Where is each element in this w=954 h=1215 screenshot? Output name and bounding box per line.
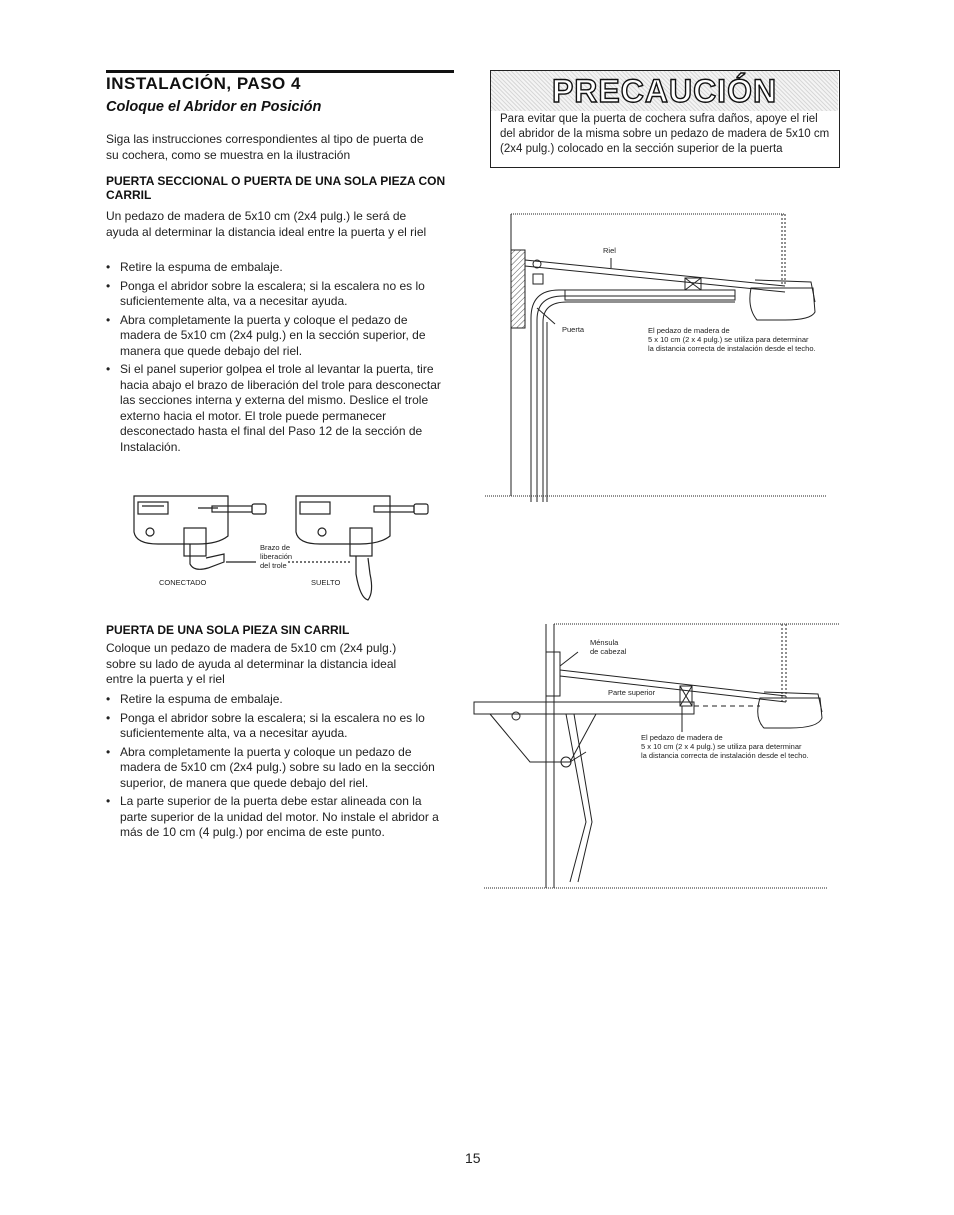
- list-item: • Abra completamente la puerta y coloque un pedazo de madera de 5x10 cm (2x4 pulg.) sobre su lado en la sección superior, de manera que quede debajo del riel.: [106, 745, 446, 792]
- onepiece-bullet-list: [106, 692, 446, 844]
- sectional-bullet-list: [106, 260, 446, 458]
- list-item: • La parte superior de la puerta debe estar alineada con la parte superior de la unidad del motor. No instale el abridor a más de 10 cm (4 pulg.) por encima de este punto.: [106, 794, 446, 841]
- wood-note-line: El pedazo de madera de: [648, 326, 730, 335]
- sectional-door-illustration: [485, 212, 830, 502]
- list-item: • Retire la espuma de embalaje.: [106, 260, 446, 276]
- loose-label: SUELTO: [311, 578, 341, 587]
- connected-label: CONECTADO: [159, 578, 207, 587]
- section-subtitle: Coloque el Abridor en Posición: [106, 99, 322, 115]
- list-item: • Ponga el abridor sobre la escalera; si la escalera no es lo suficientemente alta, va a necesitar ayuda.: [106, 711, 446, 742]
- wood-note-sectional: [648, 326, 848, 353]
- header-bracket-line: Ménsula: [590, 638, 619, 647]
- header-bracket-line: de cabezal: [590, 647, 627, 656]
- intro-paragraph: Siga las instrucciones correspondientes al tipo de puerta de su cochera, como se muestra en la ilustración: [106, 132, 424, 162]
- wood-note-line: la distancia correcta de instalación desde el techo.: [641, 751, 809, 760]
- list-item: • Retire la espuma de embalaje.: [106, 692, 446, 708]
- release-arm-line: del trole: [260, 561, 287, 570]
- wood-note-onepiece: [641, 733, 841, 760]
- release-arm-label: [260, 543, 300, 570]
- top-label: Parte superior: [608, 688, 656, 697]
- onepiece-heading: PUERTA DE UNA SOLA PIEZA SIN CARRIL: [106, 623, 350, 637]
- list-item: • Si el panel superior golpea el trole al levantar la puerta, tire hacia abajo el brazo de liberación del trole para desconectar las secciones interna y externa del mismo. Deslice el trole externo hacia el motor. El trole puede permanecer desconectado hasta el final del Paso 12 de la sección de Instalación.: [106, 362, 446, 455]
- release-arm-line: Brazo de: [260, 543, 291, 552]
- wood-note-line: 5 x 10 cm (2 x 4 pulg.) se utiliza para determinar: [641, 742, 802, 751]
- wood-note-line: El pedazo de madera de: [641, 733, 723, 742]
- header-bracket-label: [590, 638, 670, 656]
- wood-note-line: 5 x 10 cm (2 x 4 pulg.) se utiliza para determinar: [648, 335, 809, 344]
- sectional-heading: PUERTA SECCIONAL O PUERTA DE UNA SOLA PIEZA CON CARRIL: [106, 174, 446, 202]
- section-title: INSTALACIÓN, PASO 4: [106, 74, 301, 93]
- sectional-intro: Un pedazo de madera de 5x10 cm (2x4 pulg.) le será de ayuda al determinar la distancia ideal entre la puerta y el riel: [106, 209, 427, 239]
- page-number: 15: [465, 1150, 481, 1166]
- onepiece-intro: Coloque un pedazo de madera de 5x10 cm (2x4 pulg.) sobre su lado de ayuda al determinar la distancia ideal entre la puerta y el riel: [106, 641, 397, 686]
- section-rule: [106, 70, 454, 73]
- wood-note-line: la distancia correcta de instalación desde el techo.: [648, 344, 816, 353]
- caution-title: PRECAUCIÓN: [551, 73, 778, 109]
- rail-label: Riel: [603, 246, 616, 255]
- list-item: • Ponga el abridor sobre la escalera; si la escalera no es lo suficientemente alta, va a necesitar ayuda.: [106, 279, 446, 310]
- list-item: • Abra completamente la puerta y coloque el pedazo de madera de 5x10 cm (2x4 pulg.) en la sección superior, de manera que quede debajo del riel.: [106, 313, 446, 360]
- door-label: Puerta: [562, 325, 585, 334]
- release-arm-line: liberación: [260, 552, 293, 561]
- caution-text: Para evitar que la puerta de cochera sufra daños, apoye el riel del abridor de la misma sobre un pedazo de madera de 5x10 cm (2x4 pulg.) colocado en la sección superior de la puerta: [500, 113, 830, 155]
